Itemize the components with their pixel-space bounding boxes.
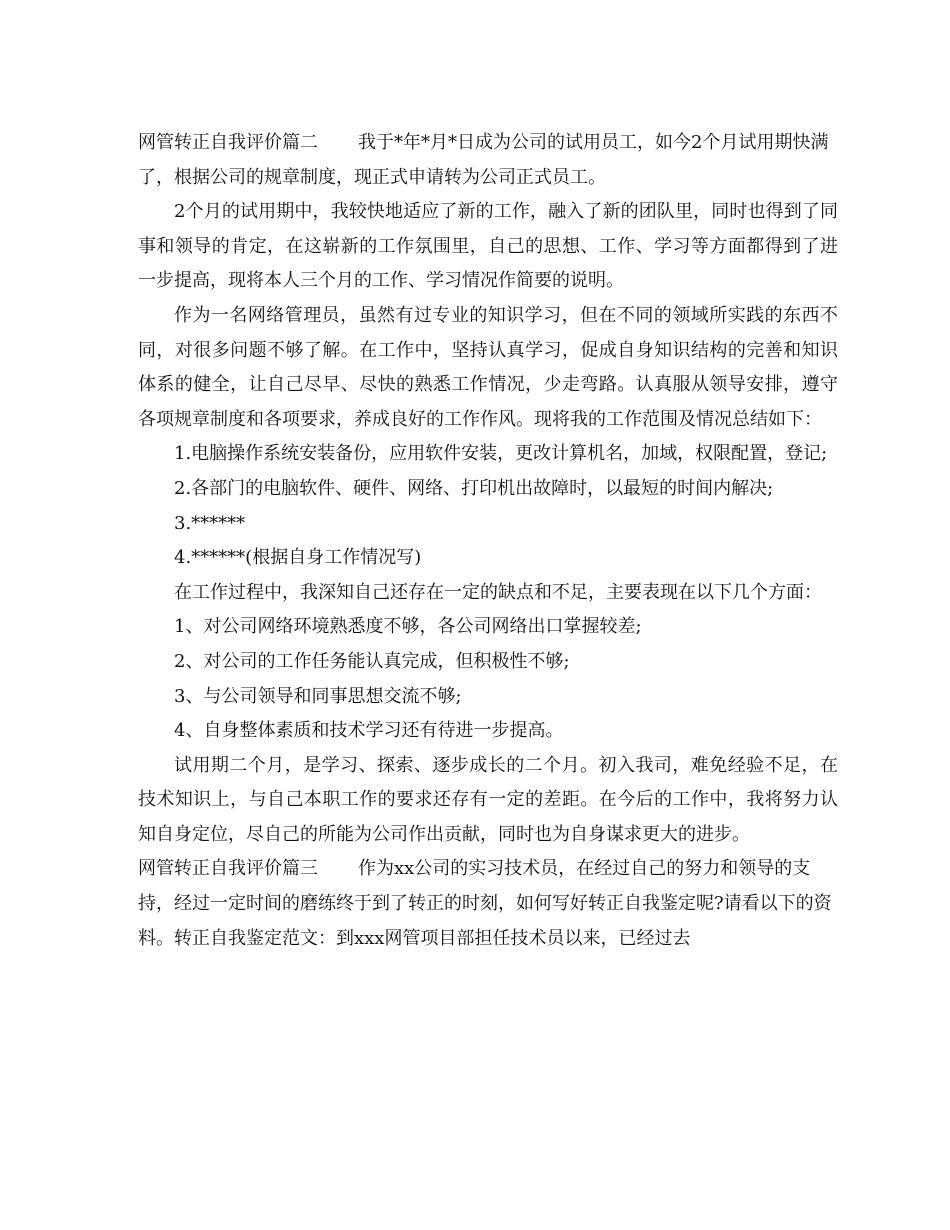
shortcoming-item-1: 1、对公司网络环境熟悉度不够，各公司网络出口掌握较差; (174, 616, 642, 638)
work-item-1: 1.电脑操作系统安装备份，应用软件安装，更改计算机名，加域，权限配置，登记; (174, 443, 828, 465)
section-heading-part2: 网管转正自我评价篇二 (138, 132, 318, 153)
paragraph-text: 作为xx公司的实习技术员，在经过自己的努力和领导的支持，经过一定时间的磨练终于到了转正的时刻，如何写好转正自我鉴定呢?请看以下的资料。转正自我鉴定范文：到xxx网管项目部担任技术员以来，已经过去 (138, 858, 832, 949)
paragraph-trial-summary: 2个月的试用期中，我较快地适应了新的工作，融入了新的团队里，同时也得到了同事和领导的肯定，在这崭新的工作氛围里，自己的思想、工作、学习等方面都得到了进一步提高，现将本人三个月的工作、学习情况作简要的说明。 (138, 201, 838, 292)
work-item-3: 3.****** (174, 512, 246, 534)
paragraph-intro-part3 (138, 852, 838, 956)
paragraph-text: 我于*年*月*日成为公司的试用员工，如今2个月试用期快满了，根据公司的规章制度，现正式申请转为公司正式员工。 (138, 132, 829, 188)
paragraph-work-attitude: 作为一名网络管理员，虽然有过专业的知识学习，但在不同的领域所实践的东西不同，对很多问题不够了解。在工作中，坚持认真学习，促成自身知识结构的完善和知识体系的健全，让自己尽早、尽快的熟悉工作情况，少走弯路。认真服从领导安排，遵守各项规章制度和各项要求，养成良好的工作作风。现将我的工作范围及情况总结如下： (138, 304, 838, 430)
section-heading-part3: 网管转正自我评价篇三 (138, 858, 318, 880)
work-item-4: 4.******(根据自身工作情况写) (174, 547, 422, 569)
paragraph-intro-part2 (138, 126, 838, 195)
document-body (138, 126, 838, 956)
work-item-2: 2.各部门的电脑软件、硬件、网络、打印机出故障时，以最短的时间内解决; (174, 477, 774, 499)
shortcoming-item-4: 4、自身整体素质和技术学习还有待进一步提高。 (174, 720, 564, 742)
shortcoming-item-3: 3、与公司领导和同事思想交流不够; (174, 685, 462, 707)
paragraph-conclusion: 试用期二个月，是学习、探索、逐步成长的二个月。初入我司，难免经验不足，在技术知识上，与自己本职工作的要求还存有一定的差距。在今后的工作中，我将努力认知自身定位，尽自己的所能为公司作出贡献，同时也为自身谋求更大的进步。 (138, 754, 838, 845)
shortcoming-item-2: 2、对公司的工作任务能认真完成，但积极性不够; (174, 650, 570, 672)
paragraph-shortcomings-intro: 在工作过程中，我深知自己还存在一定的缺点和不足，主要表现在以下几个方面： (174, 581, 822, 603)
